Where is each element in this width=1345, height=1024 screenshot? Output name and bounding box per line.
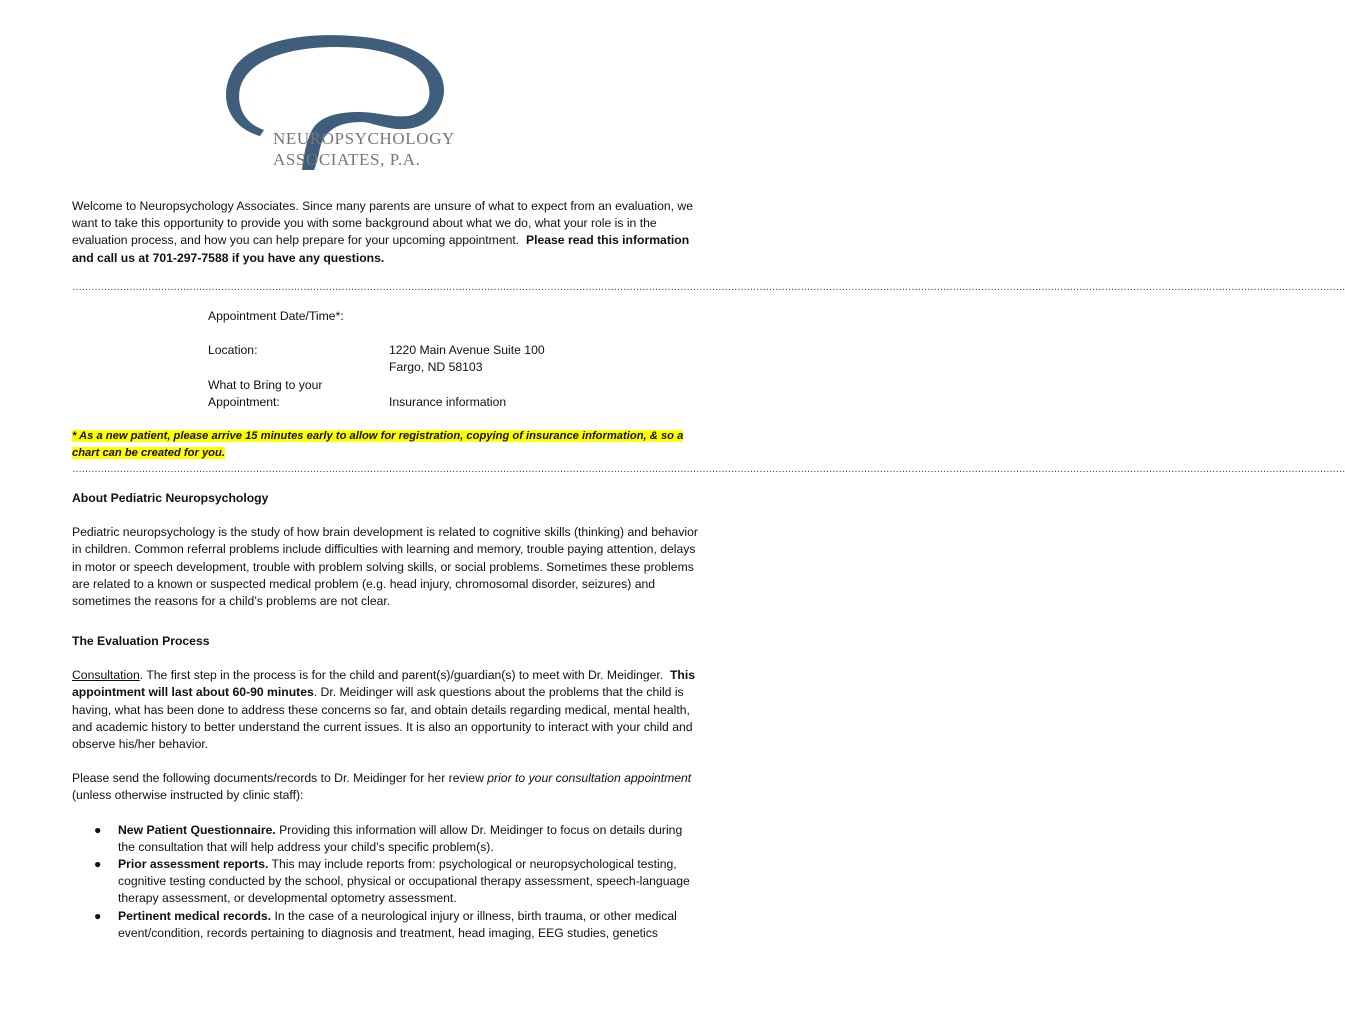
document-title: Prior assessment reports.: [118, 857, 269, 872]
new-patient-note-line-2: chart can be created for you.: [72, 447, 225, 459]
location-address-line-1: 1220 Main Avenue Suite 100: [389, 343, 545, 357]
bring-label-line-2: Appointment:: [208, 395, 280, 410]
logo-wordmark: [273, 128, 455, 170]
document-title: New Patient Questionnaire.: [118, 822, 276, 837]
intro-call-notice: Please read this information and call us at 701-297-7588 if you have any questions.: [72, 233, 690, 265]
consultation-text-2: . Dr. Meidinger will ask questions about the problems that the child is having, what has been done to address these concerns so far, and obtain details regarding medical, mental health, and academic history to better understand the current issues. It is also an opportunity to interact with your child and observe his/her behavior.: [72, 685, 693, 752]
bring-value: Insurance information: [389, 395, 507, 409]
list-item: [72, 856, 698, 908]
list-item: [72, 908, 698, 942]
bullet-icon: ●: [94, 822, 102, 837]
new-patient-note-line-1: * As a new patient, please arrive 15 minutes early to allow for registration, copying of insurance information, & so a: [72, 430, 684, 442]
location-address-line-2: Fargo, ND 58103: [389, 360, 483, 375]
document-text: In the case of a neurological injury or illness, birth trauma, or other medical event/condition, records pertaining to diagnosis and treatment, head imaging, EEG studies, genetics: [118, 908, 677, 940]
logo-line-2: ASSOCIATES, P.A.: [273, 150, 421, 169]
logo-line-1: NEUROPSYCHOLOGY: [273, 129, 455, 148]
documents-intro-text-1: Please send the following documents/records to Dr. Meidinger for her review: [72, 771, 488, 786]
location-value: [389, 342, 689, 376]
evaluation-section: [72, 633, 698, 942]
intro-paragraph: [72, 198, 698, 267]
evaluation-heading: The Evaluation Process: [72, 634, 210, 648]
bullet-icon: ●: [94, 857, 102, 872]
company-logo: [220, 32, 480, 172]
documents-intro-italic: prior to your consultation appointment: [487, 771, 692, 786]
about-body: Pediatric neuropsychology is the study of how brain development is related to cognitive skills (thinking) and behavior in children. Common referral problems include difficulties with learning and memory, trouble paying attention, delays in motor or speech development, trouble with problem solving skills, or social problems. Sometimes these problems are related to a known or suspected medical problem (e.g. head injury, chromosomal disorder, seizures) and sometimes the reasons for a child’s problems are not clear.: [72, 525, 698, 609]
intro-text: Welcome to Neuropsychology Associates. Since many parents are unsure of what to expect from an evaluation, we want to take this opportunity to provide you with some background about what we do, what your role is in the evaluation process, and how you can help prepare for your upcoming appointment.: [72, 199, 693, 248]
document-text: Providing this information will allow Dr. Meidinger to focus on details during the consultation that will help address your child’s specific problem(s).: [118, 822, 683, 854]
list-item: [72, 822, 698, 856]
dotted-divider-bottom: ……………………………………………………………………………………………………………………………………………………………………………………………………………………………………………………………………………………………………………………………………………………………………: [72, 464, 1345, 475]
document-text: This may include reports from: psychological or neuropsychological testing, cognitive testing conducted by the school, physical or occupational therapy assessment, speech-language therapy assessment, or developmental optometry assessment.: [118, 857, 690, 906]
location-label: Location:: [208, 343, 258, 357]
about-section: [72, 490, 698, 610]
bring-label: [208, 377, 378, 411]
consultation-label: Consultation: [72, 668, 140, 683]
appointment-date-label: Appointment Date/Time*:: [208, 309, 344, 323]
documents-intro-text-2: (unless otherwise instructed by clinic staff):: [72, 788, 304, 803]
documents-intro: [72, 770, 698, 804]
bullet-icon: ●: [94, 908, 102, 923]
about-heading: About Pediatric Neuropsychology: [72, 491, 269, 505]
document-title: Pertinent medical records.: [118, 908, 272, 923]
new-patient-note: [72, 428, 698, 462]
consultation-text-1: . The first step in the process is for the child and parent(s)/guardian(s) to meet with Dr. Meidinger.: [139, 668, 664, 683]
consultation-duration: This appointment will last about 60-90 minutes: [72, 668, 696, 700]
dotted-divider-top: ……………………………………………………………………………………………………………………………………………………………………………………………………………………………………………………………………………………………………………………………………………………………………: [72, 282, 1345, 293]
bring-label-line-1: What to Bring to your: [208, 378, 323, 392]
documents-list: [72, 822, 698, 942]
consultation-paragraph: [72, 667, 698, 753]
